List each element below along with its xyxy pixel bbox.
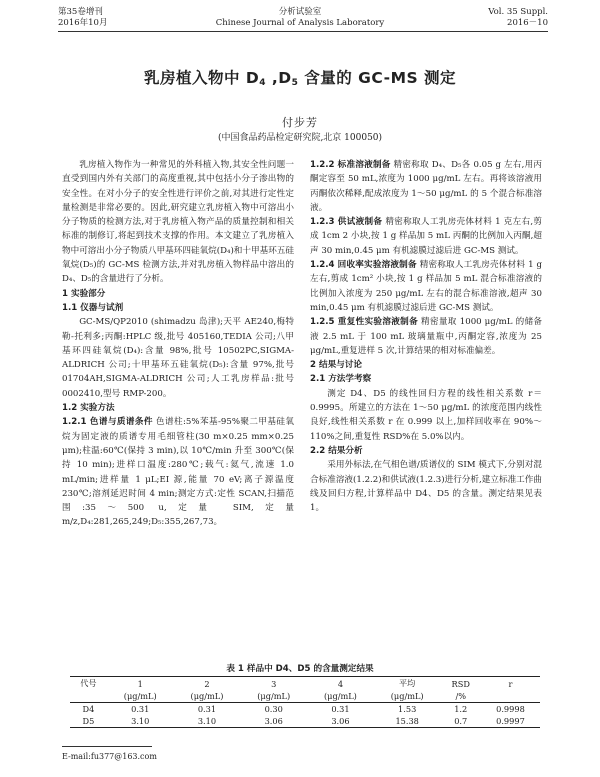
footnote-rule bbox=[62, 746, 152, 747]
table-unit-row bbox=[70, 690, 540, 703]
results-table bbox=[70, 676, 540, 728]
table-unit-cell: (μg/mL) bbox=[107, 690, 174, 703]
author-name: 付步芳 bbox=[282, 116, 318, 129]
right-column bbox=[310, 158, 542, 515]
table-header-cell: 4 bbox=[307, 677, 374, 691]
table-caption: 表 1 样品中 D4、D5 的含量测定结果 bbox=[226, 664, 374, 674]
table-cell: 3.06 bbox=[240, 715, 307, 728]
table-row bbox=[70, 703, 540, 716]
standard-solution-paragraph: 1.2.2 标准溶液制备 精密称取 D₄、D₅各 0.05 g 左右,用丙酮定容至 50 mL,浓度为 1000 μg/mL 左右。再将该溶液用丙酮依次稀释,配成浓度为 1～50 μg/mL 的 5 个混合标准溶液。 bbox=[310, 160, 542, 213]
conditions-paragraph: 1.2.1 色谱与质谱条件 色谱柱:5%苯基-95%聚二甲基硅氧烷为固定液的质谱专用毛细管柱(30 m×0.25 mm×0.25 μm);柱温:60℃(保持 3 min),以 10℃/min 升至 300℃(保持 10 min);进样口温度:280℃;载气:氦气,流速 1.0 mL/min;进样量 1 μL;EI 源,能量 70 eV;离子源温度 230℃;溶剂延迟时间 4 min;测定方式:定性 SCAN,扫描范围:35～500 u,定量 SIM,定量 m/z,D₄:281,265,249;D₅:355,267,73。 bbox=[62, 417, 294, 528]
table-unit-cell: (μg/mL) bbox=[307, 690, 374, 703]
table-header-cell: 2 bbox=[174, 677, 241, 691]
subsection-heading: 1.1 仪器与试剂 bbox=[62, 302, 124, 313]
table-unit-cell: (μg/mL) bbox=[174, 690, 241, 703]
author-email: E-mail:fu377@163.com bbox=[62, 752, 157, 761]
journal-name: 分析试验室 Chinese Journal of Analysis Laboratory bbox=[215, 7, 385, 28]
table-cell: D4 bbox=[82, 704, 95, 714]
table-header-cell: 代号 bbox=[70, 677, 107, 691]
table-cell: 1.53 bbox=[398, 704, 417, 714]
table-cell: 0.31 bbox=[131, 704, 150, 714]
header-rule bbox=[58, 31, 548, 32]
table-unit-cell bbox=[481, 690, 540, 703]
recovery-paragraph: 1.2.4 回收率实验溶液制备 精密称取人工乳房壳体材料 1 g 左右,剪成 1cm² 小块,按 1 g 样品加 5 mL 混合标准溶液的比例加入浓度为 250 μg/mL 左右的混合标准溶液,超声 30 min,0.45 μm 有机滤膜过滤后进 GC-MS 测试。 bbox=[310, 260, 542, 313]
subsection-heading: 1.2 实验方法 bbox=[62, 403, 115, 414]
section-heading: 1 实验部分 bbox=[62, 288, 106, 299]
table-unit-cell: (μg/mL) bbox=[374, 690, 441, 703]
table-cell: 3.10 bbox=[107, 715, 174, 728]
left-column bbox=[62, 158, 294, 530]
instruments-paragraph: GC-MS/QP2010 (shimadzu 岛津);天平 AE240,梅特勒-托利多;丙酮:HPLC 级,批号 405160,TEDIA 公司;八甲基环四硅氧烷(D₄):含量 98%,批号 10502PC,SIGMA-ALDRICH 公司;十甲基环五硅氧烷(D₅):含量 97%,批号 01704AH,SIGMA-ALDRICH 公司;人工乳房样品:批号 0002410,型号 RMP-200。 bbox=[62, 317, 294, 399]
table-header-cell: 平均 bbox=[374, 677, 441, 691]
table-unit-cell: /% bbox=[441, 690, 481, 703]
table-header-cell: RSD bbox=[441, 677, 481, 691]
table-cell: 3.06 bbox=[307, 715, 374, 728]
table-header-cell: 1 bbox=[107, 677, 174, 691]
table-cell: 1.2 bbox=[454, 704, 468, 714]
table-header-cell: 3 bbox=[240, 677, 307, 691]
repeatability-paragraph: 1.2.5 重复性实验溶液制备 精密量取 1000 μg/mL 的储备液 2.5 mL 于 100 mL 玻璃量瓶中,丙酮定容,浓度为 25 μg/mL,重复进样 5 次,计算结果的相对标准偏差。 bbox=[310, 317, 542, 356]
subsection-heading: 2.2 结果分析 bbox=[310, 445, 363, 456]
method-validation-paragraph: 测定 D4、D5 的线性回归方程的线性相关系数 r＝0.9995。所建立的方法在 1～50 μg/mL 的浓度范围内线性良好,线性相关系数 r 在 0.999 以上,加样回收率在 90%～110%之间,重复性 RSD%在 5.0%以内。 bbox=[310, 388, 542, 442]
table-cell: 0.9997 bbox=[481, 715, 540, 728]
author-affiliation: (中国食品药品检定研究院,北京 100050) bbox=[217, 133, 383, 143]
table-unit-cell bbox=[70, 690, 107, 703]
table-header-row bbox=[70, 677, 540, 691]
table-cell: 0.7 bbox=[441, 715, 481, 728]
results-paragraph: 采用外标法,在气相色谱/质谱仪的 SIM 模式下,分别对混合标准溶液(1.2.2)和供试液(1.2.3)进行分析,建立标准工作曲线及回归方程,计算样品中 D4、D5 的含量。测定结果见表 1。 bbox=[310, 460, 542, 514]
test-solution-paragraph: 1.2.3 供试液制备 精密称取人工乳房壳体材料 1 克左右,剪成 1cm 2 小块,按 1 g 样品加 5 mL 丙酮的比例加入丙酮,超声 30 min,0.45 μm 有机滤膜过滤后进 GC-MS 测试。 bbox=[310, 217, 542, 256]
table-row bbox=[70, 715, 540, 728]
section-heading: 2 结果与讨论 bbox=[310, 360, 362, 371]
article-title: 乳房植入物中 $D_4$ $,D_5$ 含量的 GC-MS 测定 bbox=[143, 69, 457, 88]
table-cell: 0.9998 bbox=[496, 704, 525, 714]
intro-paragraph: 乳房植入物作为一种常见的外科植入物,其安全性问题一直受到国内外有关部门的高度重视,其中包括小分子渗出物的安全性。在对小分子的安全性进行评价之前,对其进行定性定量检测是非常必要的。因此,研究建立乳房植入物中可溶出小分子物质的检测方法,对于乳房植入物产品的质量控制和相关标准的制修订,将起到技术支撑的作用。本文建立了乳房植入物中可溶出小分子物质八甲基环四硅氧烷(D₄)和十甲基环五硅氧烷(D₅)的 GC-MS 检测方法,并对乳房植入物样品中溶出的 D₄、D₅的含量进行了分析。 bbox=[62, 160, 294, 285]
table-cell: 0.31 bbox=[197, 704, 217, 714]
table-cell: 0.31 bbox=[331, 704, 350, 714]
subsection-heading: 2.1 方法学考察 bbox=[310, 374, 372, 385]
journal-volume: 第35卷增刊 2016年10月 bbox=[58, 7, 108, 28]
table-header-cell: r bbox=[481, 677, 540, 691]
table-cell: 3.10 bbox=[174, 715, 241, 728]
table-cell: 15.38 bbox=[374, 715, 441, 728]
journal-issue: Vol. 35 Suppl. 2016－10 bbox=[488, 7, 548, 28]
table-cell: D5 bbox=[70, 715, 107, 728]
table-unit-cell: (μg/mL) bbox=[240, 690, 307, 703]
table-cell: 0.30 bbox=[264, 704, 283, 714]
